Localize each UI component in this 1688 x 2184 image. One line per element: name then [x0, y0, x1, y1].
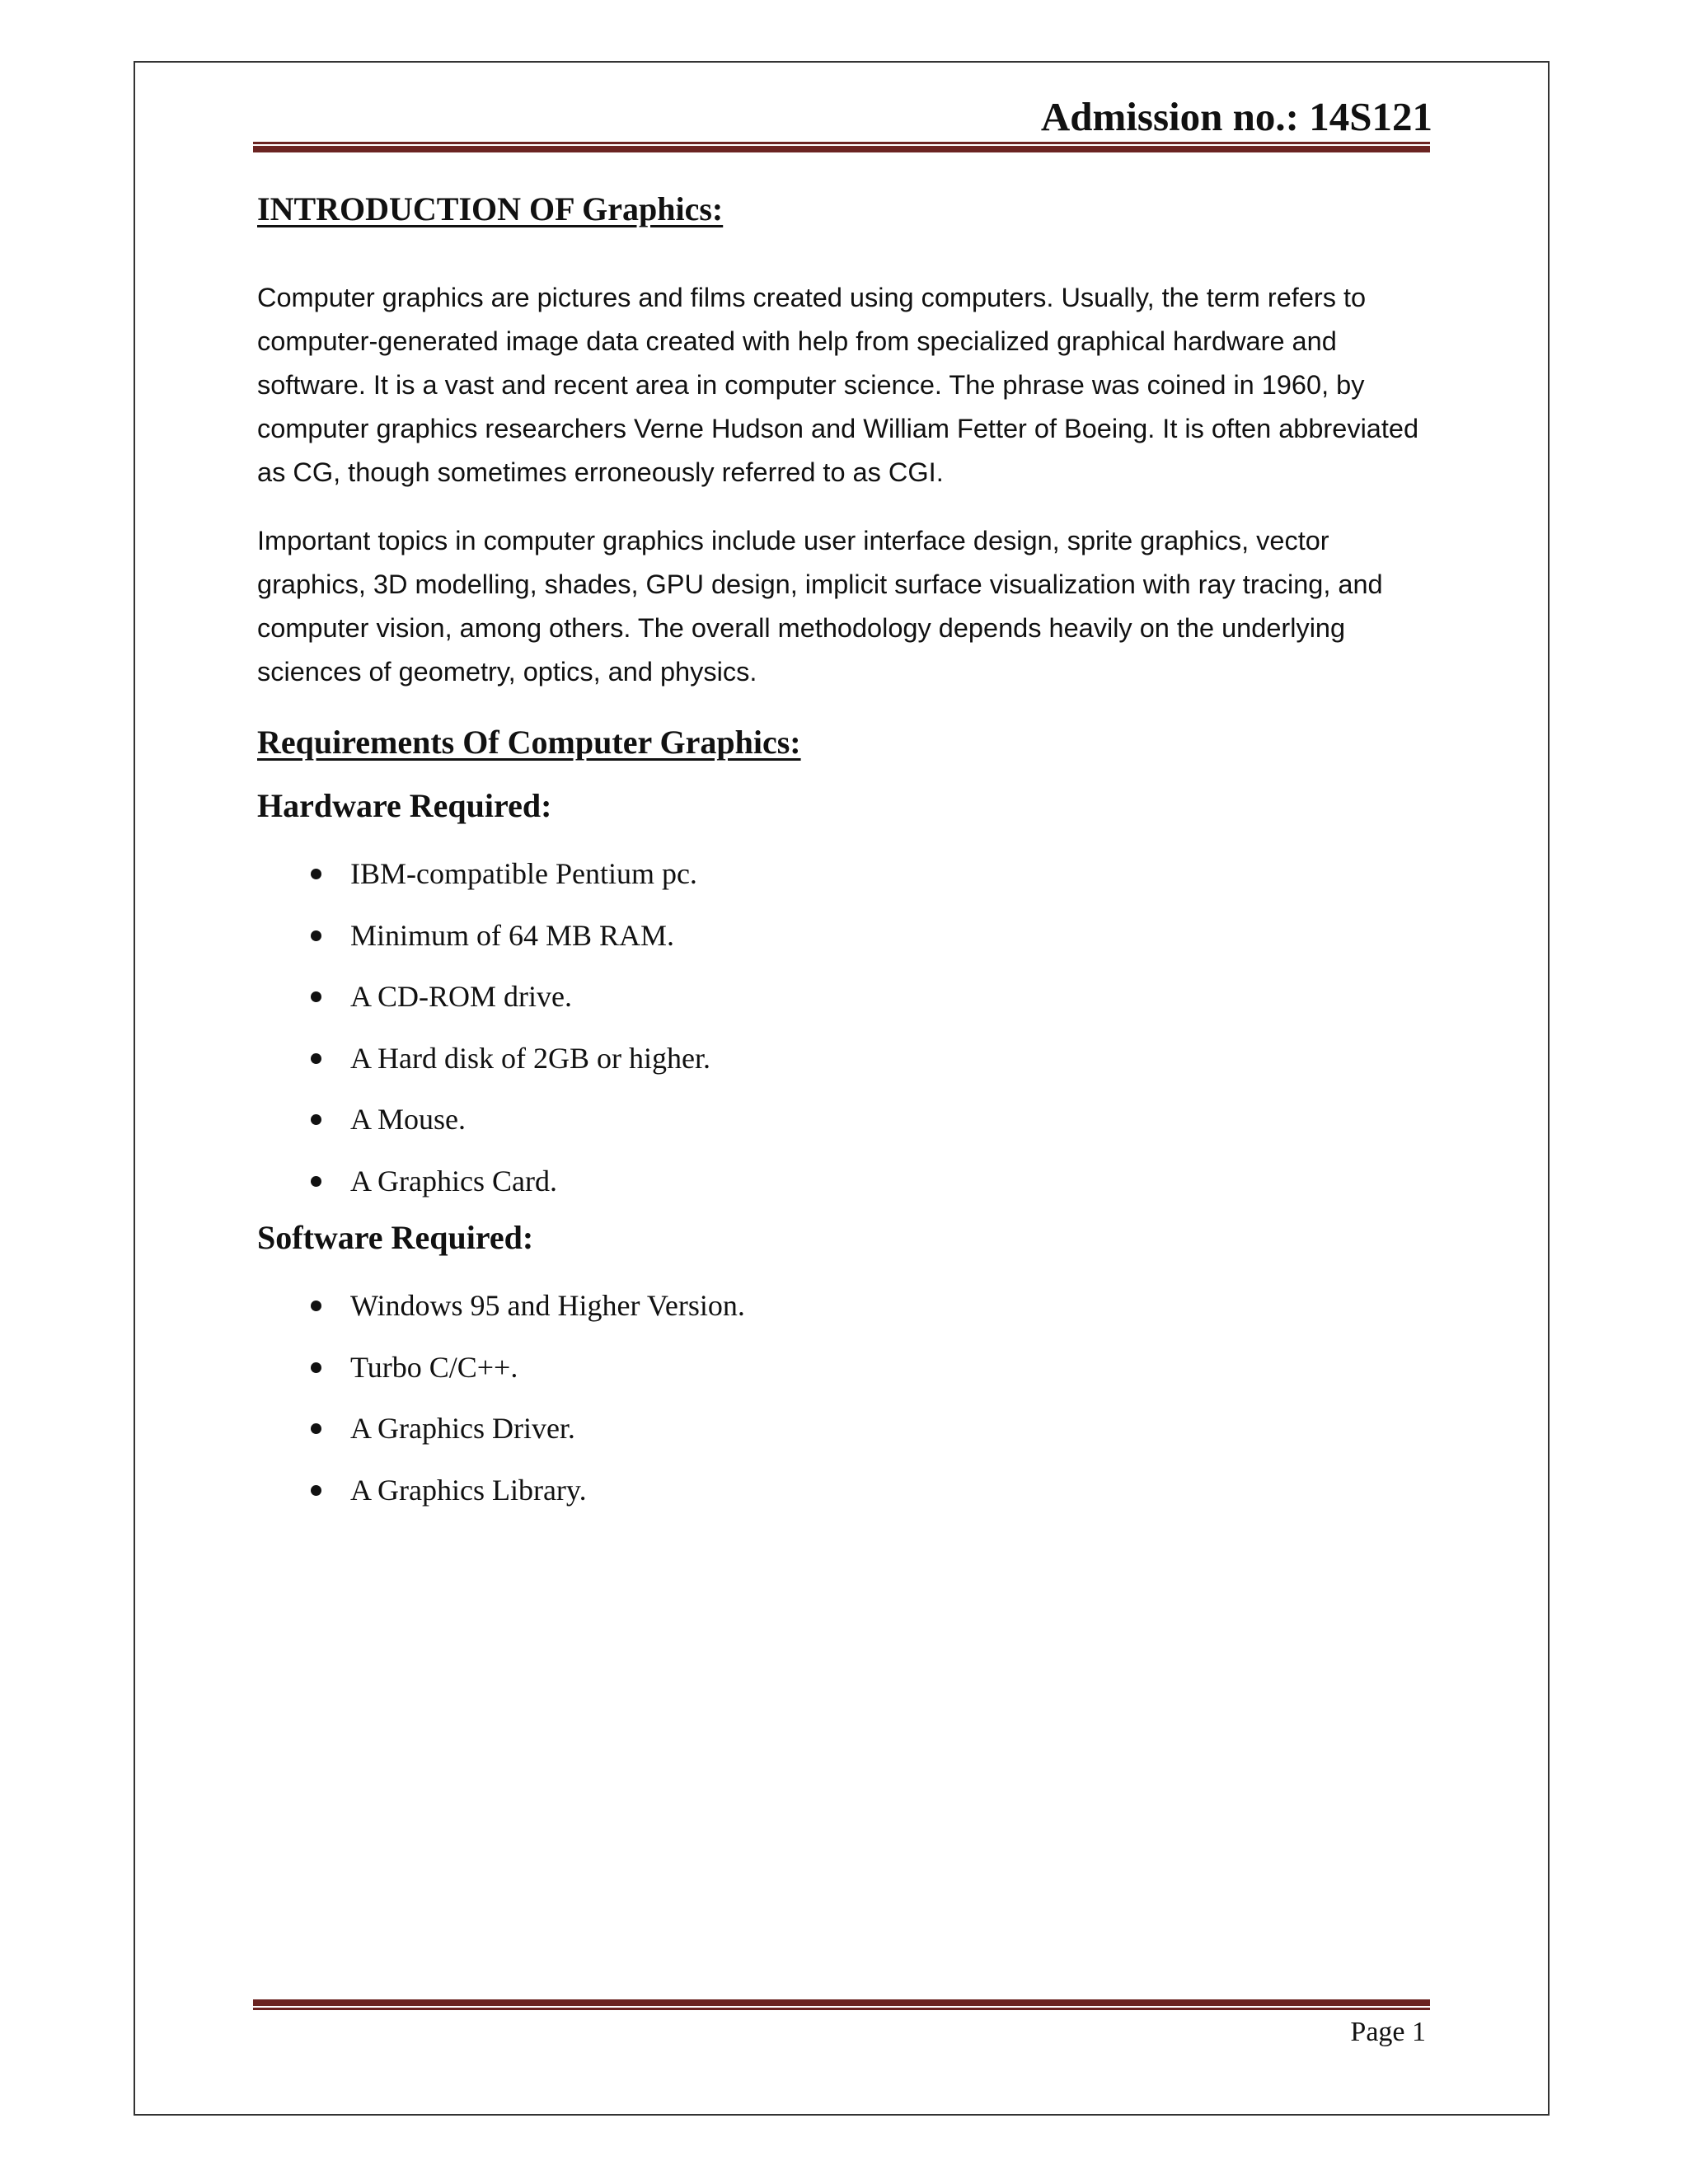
admission-number-header: Admission no.: 14S121: [1040, 94, 1432, 139]
list-item: [257, 1398, 745, 1460]
page-number: Page 1: [1350, 2017, 1426, 2047]
header-rule: [253, 142, 1430, 152]
software-heading: Software Required:: [257, 1219, 534, 1256]
footer-rule-thin-line: [253, 2008, 1430, 2010]
hardware-heading: Hardware Required:: [257, 787, 552, 824]
list-item-text: Windows 95 and Higher Version.: [350, 1289, 745, 1322]
footer-rule-thick-line: [253, 1999, 1430, 2006]
software-list: [257, 1275, 745, 1521]
bullet-icon: [311, 869, 321, 879]
list-item: [257, 1089, 710, 1151]
list-item-text: A Graphics Library.: [350, 1473, 587, 1507]
list-item-text: A Graphics Driver.: [350, 1412, 575, 1446]
bullet-icon: [311, 1485, 321, 1496]
list-item-text: A Mouse.: [350, 1103, 467, 1137]
list-item: [257, 966, 710, 1028]
list-item: [257, 1151, 710, 1212]
list-item-text: A CD-ROM drive.: [350, 980, 572, 1014]
list-item: [257, 1275, 745, 1337]
header-rule-thick-line: [253, 146, 1430, 152]
bullet-icon: [311, 930, 321, 941]
list-item-text: A Hard disk of 2GB or higher.: [350, 1041, 710, 1075]
introduction-heading: INTRODUCTION OF Graphics:: [257, 190, 724, 227]
footer-rule: [253, 1999, 1430, 2010]
list-item-text: Minimum of 64 MB RAM.: [350, 918, 675, 952]
list-item-text: Turbo C/C++.: [350, 1350, 518, 1384]
list-item: [257, 843, 710, 905]
bullet-icon: [311, 1423, 321, 1434]
bullet-icon: [311, 1362, 321, 1373]
list-item: [257, 1337, 745, 1399]
list-item: [257, 1028, 710, 1090]
bullet-icon: [311, 991, 321, 1002]
requirements-heading: Requirements Of Computer Graphics:: [257, 724, 801, 761]
hardware-list: [257, 843, 710, 1212]
bullet-icon: [311, 1114, 321, 1125]
bullet-icon: [311, 1053, 321, 1064]
list-item-text: IBM-compatible Pentium pc.: [350, 857, 697, 890]
intro-paragraph: Important topics in computer graphics include user interface design, sprite graphics, vector graphics, 3D modelling, shades, GPU design, implicit surface visualization with ray tracing, and computer vision, among others. The overall methodology depends heavily on the underlying sciences of geometry, optics, and physics.: [257, 526, 1383, 687]
bullet-icon: [311, 1301, 321, 1311]
list-item: [257, 905, 710, 967]
intro-paragraph: Computer graphics are pictures and films created using computers. Usually, the term refers to computer-generated image data created with help from specialized graphical hardware and software. It is a vast and recent area in computer science. The phrase was coined in 1960, by computer graphics researchers Verne Hudson and William Fetter of Boeing. It is often abbreviated as CG, though sometimes erroneously referred to as CGI.: [257, 283, 1419, 487]
list-item-text: A Graphics Card.: [350, 1164, 557, 1197]
bullet-icon: [311, 1176, 321, 1187]
list-item: [257, 1460, 745, 1521]
